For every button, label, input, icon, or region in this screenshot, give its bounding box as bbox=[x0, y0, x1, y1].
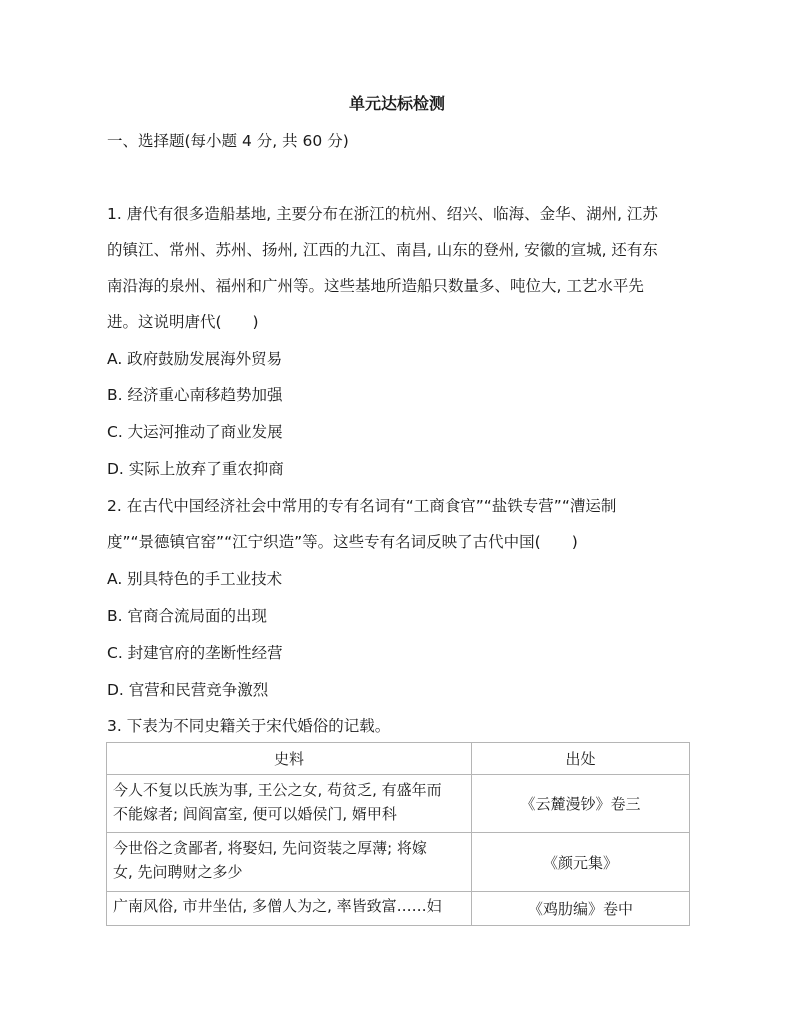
question-1-stem-line-4: 进。这说明唐代( ) bbox=[107, 313, 259, 331]
question-3-stem: 3. 下表为不同史籍关于宋代婚俗的记载。 bbox=[107, 717, 391, 735]
question-2-stem-line-1: 2. 在古代中国经济社会中常用的专有名词有“工商食官”“盐铁专营”“漕运制 bbox=[107, 497, 617, 515]
table-cell-text bbox=[107, 833, 472, 892]
question-2-option-c: C. 封建官府的垄断性经营 bbox=[107, 644, 283, 662]
historical-sources-table bbox=[106, 742, 690, 926]
table-cell-line: 今世俗之贪鄙者, 将娶妇, 先问资装之厚薄; 将嫁 bbox=[113, 839, 427, 857]
question-1-stem-line-2: 的镇江、常州、苏州、扬州, 江西的九江、南昌, 山东的登州, 安徽的宣城, 还有东 bbox=[107, 241, 658, 259]
table-row bbox=[107, 775, 690, 833]
table-cell-source: 《鸡肋编》卷中 bbox=[472, 892, 690, 926]
question-1-option-b: B. 经济重心南移趋势加强 bbox=[107, 386, 283, 404]
table-header-source-text: 史料 bbox=[107, 743, 472, 775]
question-1-option-a: A. 政府鼓励发展海外贸易 bbox=[107, 350, 283, 368]
question-1-stem-line-1: 1. 唐代有很多造船基地, 主要分布在浙江的杭州、绍兴、临海、金华、湖州, 江苏 bbox=[107, 205, 658, 223]
table-cell-line: 今人不复以氏族为事, 王公之女, 苟贫乏, 有盛年而 bbox=[113, 781, 442, 799]
table-row bbox=[107, 833, 690, 892]
question-1-option-d: D. 实际上放弃了重农抑商 bbox=[107, 460, 284, 478]
table-cell-source: 《颜元集》 bbox=[472, 833, 690, 892]
section-heading: 一、选择题(每小题 4 分, 共 60 分) bbox=[107, 132, 349, 150]
table-cell-line: 不能嫁者; 闾阎富室, 便可以婚侯门, 婿甲科 bbox=[113, 805, 397, 823]
table-cell-source: 《云麓漫钞》卷三 bbox=[472, 775, 690, 833]
question-2-option-d: D. 官营和民营竞争激烈 bbox=[107, 681, 269, 699]
table-cell-text bbox=[107, 775, 472, 833]
table-cell-text bbox=[107, 892, 472, 926]
table-cell-line: 女, 先问聘财之多少 bbox=[113, 863, 243, 881]
table-header-row bbox=[107, 743, 690, 775]
question-1-stem-line-3: 南沿海的泉州、福州和广州等。这些基地所造船只数量多、吨位大, 工艺水平先 bbox=[107, 277, 644, 295]
question-2-option-a: A. 别具特色的手工业技术 bbox=[107, 570, 283, 588]
page-title: 单元达标检测 bbox=[348, 94, 445, 113]
question-2-option-b: B. 官商合流局面的出现 bbox=[107, 607, 267, 625]
table-row bbox=[107, 892, 690, 926]
question-1-option-c: C. 大运河推动了商业发展 bbox=[107, 423, 283, 441]
table-cell-line: 广南风俗, 市井坐估, 多僧人为之, 率皆致富……妇 bbox=[113, 897, 442, 915]
table-header-origin: 出处 bbox=[472, 743, 690, 775]
question-2-stem-line-2: 度”“景德镇官窑”“江宁织造”等。这些专有名词反映了古代中国( ) bbox=[107, 533, 578, 551]
